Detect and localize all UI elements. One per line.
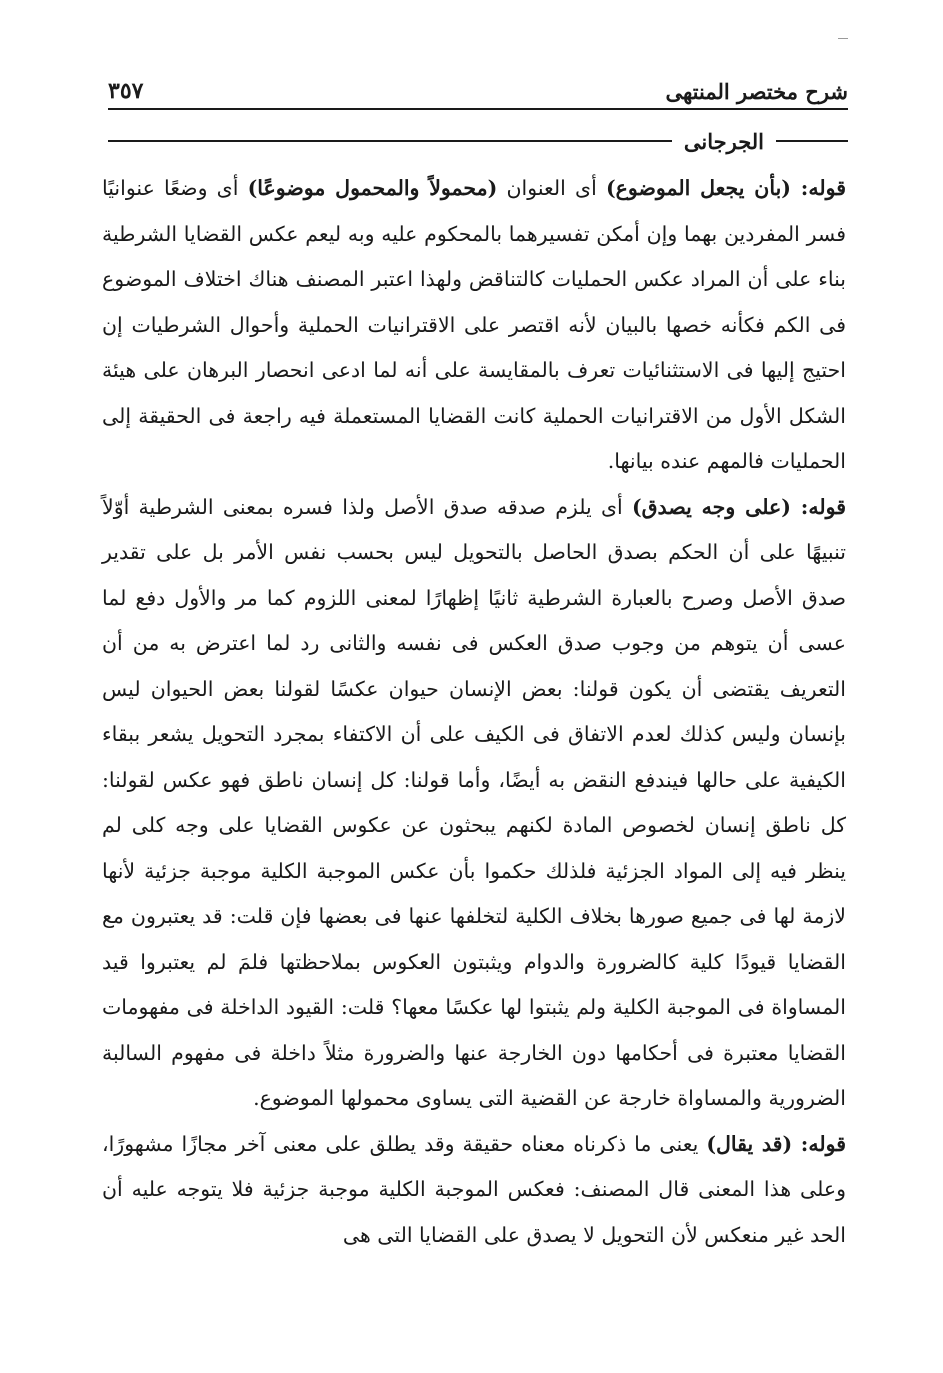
paragraph-lead: قوله: (على وجه يصدق) — [631, 494, 846, 519]
paragraph — [102, 485, 846, 1122]
paragraph — [102, 166, 846, 485]
paragraph-text: أى يلزم صدقه صدق الأصل ولذا فسره بمعنى الشرطية أوّلاً تنبيهًا على أن الحكم بصدق الحاصل بالتحويل ليس بحسب نفس الأمر بل على تقدير صدق الأصل وصرح بالعبارة الشرطية ثانيًا إظهارًا لمعنى اللزوم كما مر والأول دفع لما عسى أن يتوهم من وجوب صدق العكس فى نفسه والثانى رد لما اعترض به من أن التعريف يقتضى أن يكون قولنا: بعض الإنسان حيوان عكسًا لقولنا بعض الحيوان ليس بإنسان وليس كذلك لعدم الاتفاق فى الكيف على أن الاكتفاء بمجرد التحويل يشعر ببقاء الكيفية على حالها فيندفع النقض به أيضًا، وأما قولنا: كل إنسان ناطق فهو عكس لقولنا: كل ناطق إنسان لخصوص المادة لكنهم يبحثون عن عكوس القضايا على وجه كلى لم ينظر فيه إلى المواد الجزئية فلذلك حكموا بأن عكس الموجبة الكلية موجبة جزئية لأنها لازمة لها فى جميع صورها بخلاف الكلية لتخلفها عنها فى بعضها فإن قلت: قد يعتبرون مع القضايا قيودًا كلية كالضرورة والدوام ويثبتون العكوس بملاحظتها فلمَ لم يعتبروا قيد المساواة فى الموجبة الكلية ولم يثبتوا لها عكسًا معها؟ قلت: القيود الداخلة فى مفهومات القضايا معتبرة فى أحكامها دون الخارجة عنها والضرورة مثلاً داخلة فى مفهوم السالبة الضرورية والمساواة خارجة عن القضية التى يساوى محمولها الموضوع. — [102, 494, 846, 1110]
paragraph-text: يعنى ما ذكرناه معناه حقيقة وقد يطلق على معنى آخر مجازًا مشهورًا، وعلى هذا المعنى قال المصنف: فعكس الموجبة الكلية موجبة جزئية فلا يتوجه عليه أن الحد غير منعكس لأن التحويل لا يصدق على القضايا التى هى — [102, 1131, 846, 1247]
paragraph-text: أى العنوان — [497, 176, 606, 200]
paragraph-lead: (محمولاً والمحمول موضوعًا) — [247, 176, 498, 200]
paragraph — [102, 1122, 846, 1259]
heading-rule-left — [108, 140, 672, 142]
commentary-text — [102, 166, 846, 1258]
scan-mark — [838, 38, 848, 39]
book-title: شرح مختصر المنتهى — [665, 79, 848, 104]
section-heading — [108, 128, 848, 154]
paragraph-lead: قوله: (قد يقال) — [706, 1131, 846, 1156]
paragraph-lead: قوله: (بأن يجعل الموضوع) — [605, 176, 846, 200]
heading-rule-right — [776, 140, 848, 142]
section-title: الجرجانى — [683, 128, 764, 154]
paragraph-text: أى وضعًا عنوانيًا فسر المفردين بهما وإن أمكن تفسيرهما بالمحكوم عليه وبه ليعم عكس القضايا الشرطية بناء على أن المراد عكس الحمليات كالتناقض ولهذا اعتبر المصنف هناك اختلاف الموضوع فى الكم فكأنه خصها بالبيان لأنه اقتصر على الاقترانيات الحملية وأحوال الشرطيات إن احتيج إليها فى الاستثنائيات تعرف بالمقايسة على أنه لما ادعى انحصار البرهان على هيئة الشكل الأول من الاقترانيات الحملية كانت القضايا المستعملة فيه راجعة فى الحقيقة إلى الحمليات فالمهم عنده بيانها. — [102, 176, 846, 473]
page-header — [108, 68, 848, 110]
page-number: ٣٥٧ — [108, 78, 144, 104]
